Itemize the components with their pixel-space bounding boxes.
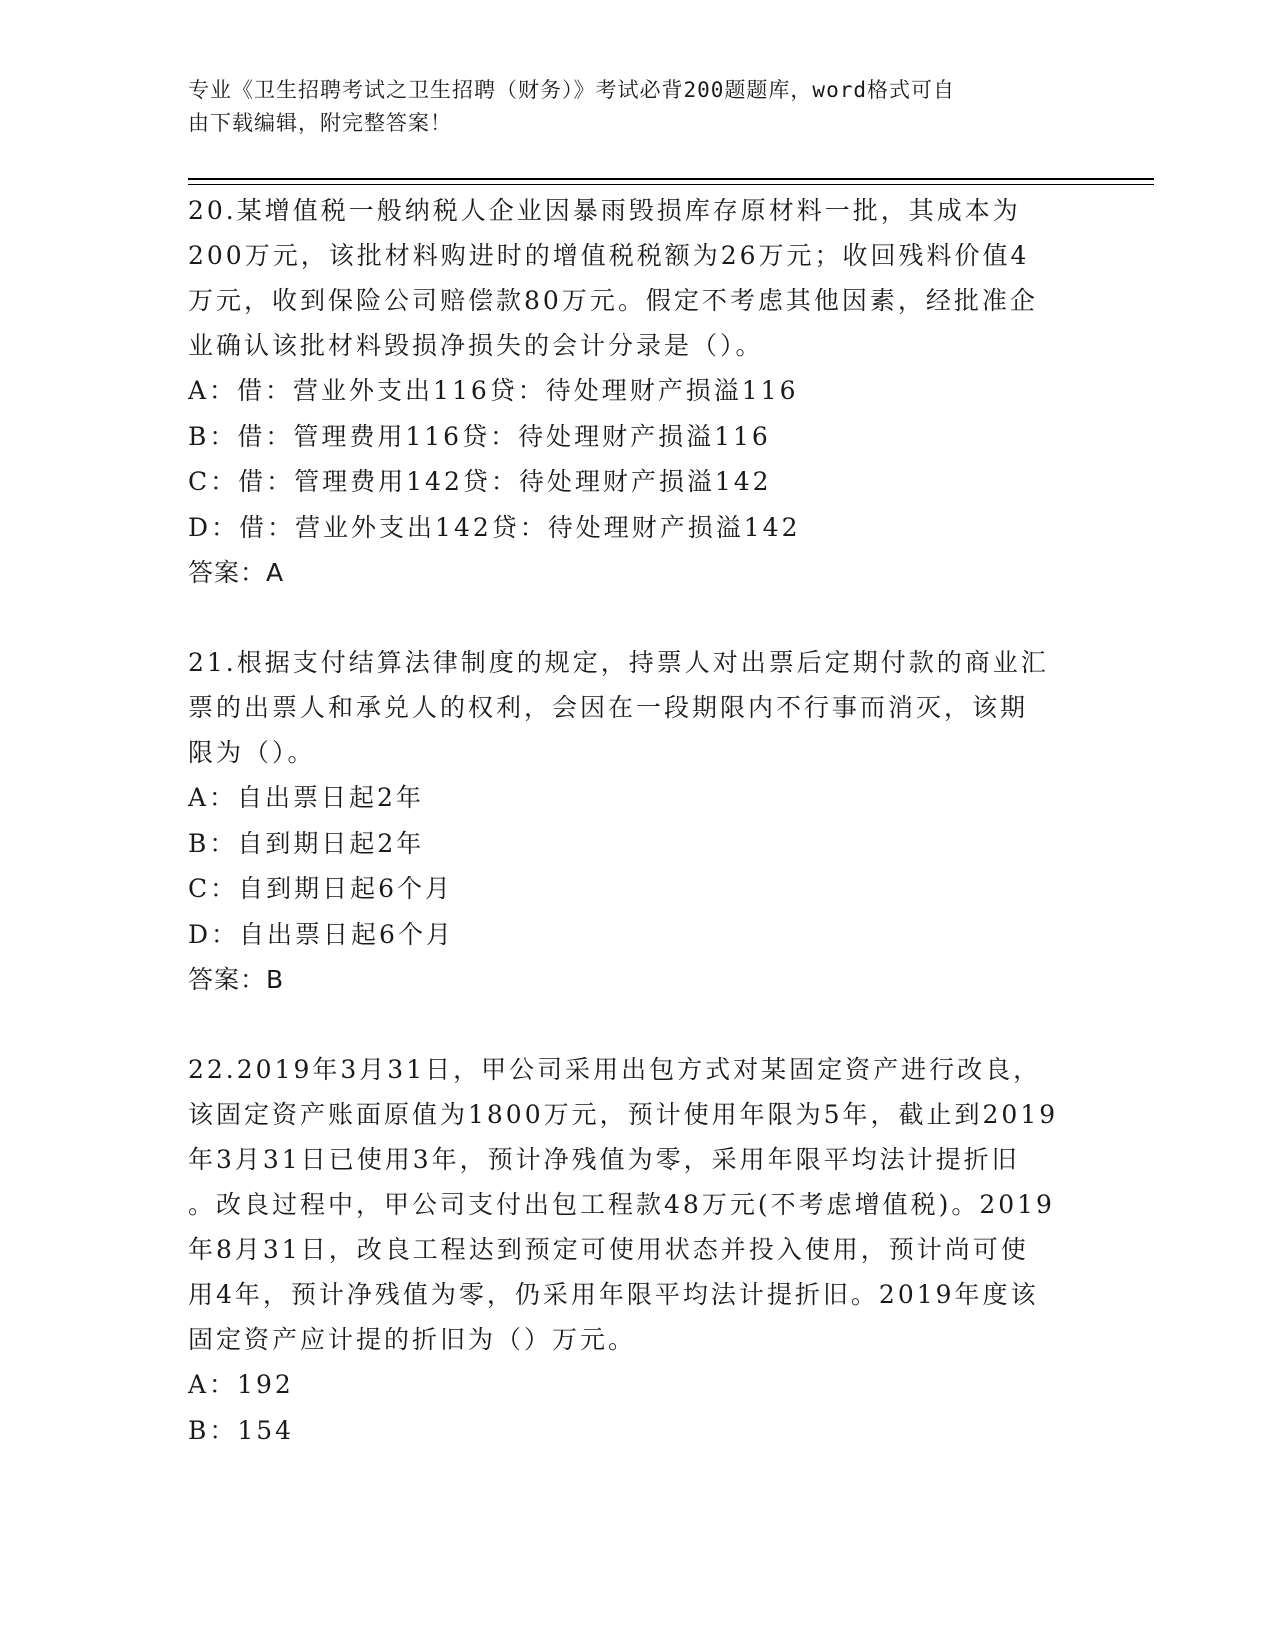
question-stem-line: 万元，收到保险公司赔偿款80万元。假定不考虑其他因素，经批准企 xyxy=(188,286,1038,315)
question-stem-line: 限为（）。 xyxy=(188,738,316,767)
option-c: C：借：管理费用142贷：待处理财产损溢142 xyxy=(188,467,772,496)
question-stem-line: 200万元，该批材料购进时的增值税税额为26万元；收回残料价值4 xyxy=(188,241,1030,270)
question-stem-line: 固定资产应计提的折旧为（）万元。 xyxy=(188,1325,637,1354)
document-header xyxy=(188,74,1068,140)
question-stem-line: 该固定资产账面原值为1800万元，预计使用年限为5年，截止到2019 xyxy=(188,1100,1059,1129)
question-spacer xyxy=(188,595,1088,640)
question-spacer xyxy=(188,1002,1088,1047)
header-rule-thin xyxy=(188,184,1154,185)
option-b: B：借：管理费用116贷：待处理财产损溢116 xyxy=(188,421,771,451)
option-a: A：192 xyxy=(188,1370,294,1399)
answer-label: 答案：A xyxy=(188,558,285,587)
option-a: A：自出票日起2年 xyxy=(188,783,424,812)
question-stem-line: 20.某增值税一般纳税人企业因暴雨毁损库存原材料一批，其成本为 xyxy=(188,196,1021,225)
question-stem-line: 21.根据支付结算法律制度的规定，持票人对出票后定期付款的商业汇 xyxy=(188,648,1049,677)
header-rule-thick xyxy=(188,178,1154,180)
option-b: B：154 xyxy=(188,1415,295,1445)
question-22 xyxy=(188,1047,1088,1453)
question-stem-line: 业确认该批材料毁损净损失的会计分录是（）。 xyxy=(188,331,764,360)
question-list xyxy=(188,188,1088,1453)
question-stem-line: 年8月31日，改良工程达到预定可使用状态并投入使用，预计尚可使 xyxy=(188,1235,1029,1264)
question-stem-line: 票的出票人和承兑人的权利，会因在一段期限内不行事而消灭，该期 xyxy=(188,693,1029,722)
question-stem-line: 22.2019年3月31日，甲公司采用出包方式对某固定资产进行改良， xyxy=(188,1055,1042,1084)
option-a: A：借：营业外支出116贷：待处理财产损溢116 xyxy=(188,376,799,405)
option-d: D：借：营业外支出142贷：待处理财产损溢142 xyxy=(188,512,801,542)
option-b: B：自到期日起2年 xyxy=(188,828,425,858)
question-stem-line: 用4年，预计净残值为零，仍采用年限平均法计提折旧。2019年度该 xyxy=(188,1280,1039,1309)
question-stem-line: 年3月31日已使用3年，预计净残值为零，采用年限平均法计提折旧 xyxy=(188,1145,1020,1174)
question-20 xyxy=(188,188,1088,595)
question-21 xyxy=(188,640,1088,1002)
answer-label: 答案：B xyxy=(188,965,285,994)
option-d: D：自出票日起6个月 xyxy=(188,919,454,949)
option-c: C：自到期日起6个月 xyxy=(188,874,454,903)
header-line-2: 由下载编辑，附完整答案！ xyxy=(188,111,452,135)
question-stem-line: 。改良过程中，甲公司支付出包工程款48万元(不考虑增值税)。2019 xyxy=(188,1190,1055,1219)
header-line-1: 专业《卫生招聘考试之卫生招聘（财务）》考试必背200题题库，word格式可自 xyxy=(188,78,955,102)
